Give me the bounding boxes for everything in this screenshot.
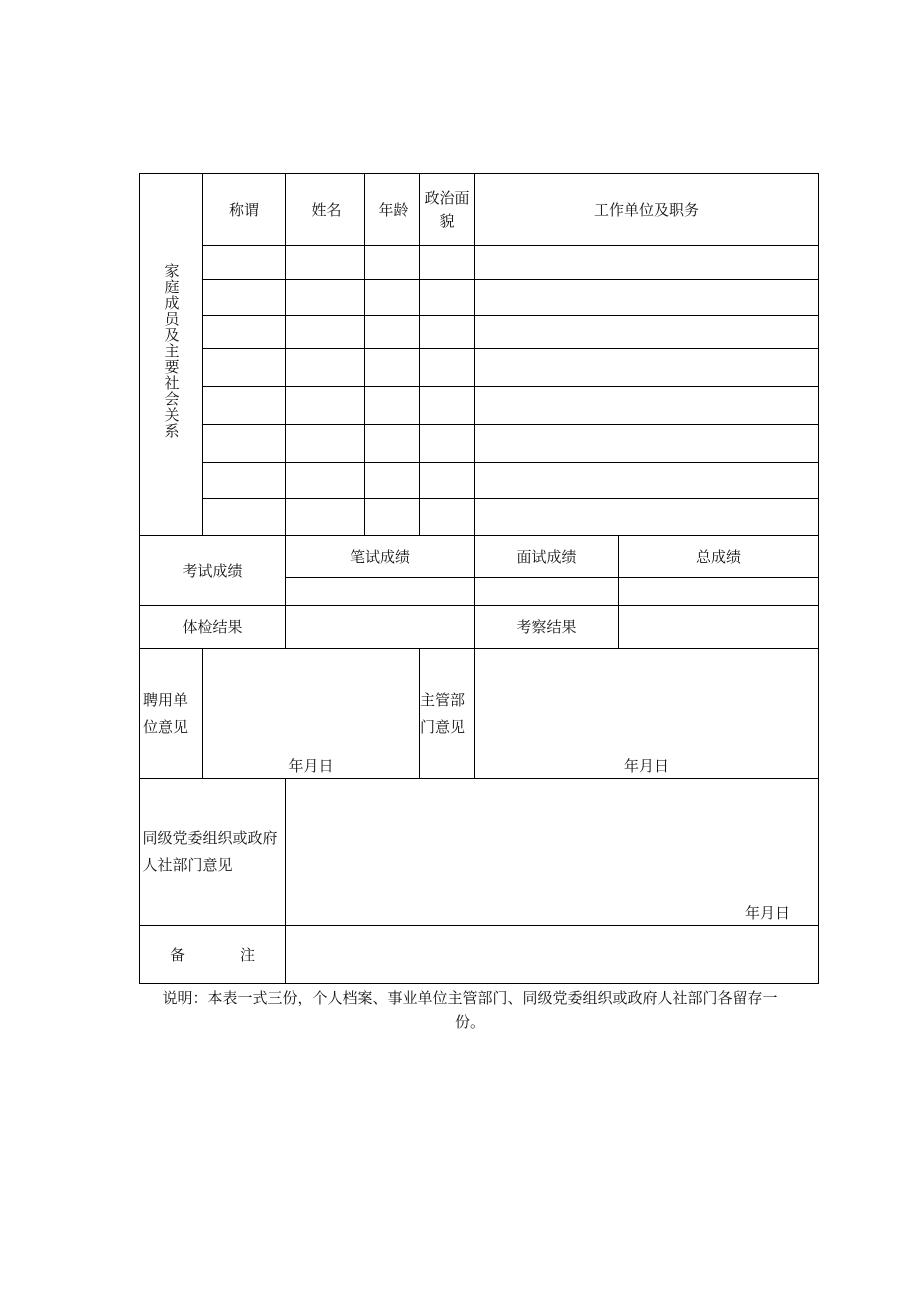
work-cell[interactable] — [475, 280, 819, 316]
remarks-label — [140, 926, 286, 984]
header-work: 工作单位及职务 — [475, 174, 819, 246]
work-cell[interactable] — [475, 316, 819, 349]
name-cell[interactable] — [286, 499, 365, 536]
employer-opinion-label — [140, 649, 203, 779]
header-name: 姓名 — [286, 174, 365, 246]
inspection-value[interactable] — [619, 606, 819, 649]
political-cell[interactable] — [420, 499, 475, 536]
family-row — [140, 246, 819, 280]
family-relations-label-cell — [140, 174, 203, 536]
interview-score-header: 面试成绩 — [475, 536, 619, 578]
employer-opinion-text: 聘用单位意见 — [143, 690, 189, 736]
remarks-label-part-2: 注 — [240, 945, 256, 964]
supervisor-opinion-text: 主管部门意见 — [420, 690, 466, 736]
interview-score-value[interactable] — [475, 578, 619, 606]
work-cell[interactable] — [475, 246, 819, 280]
age-cell[interactable] — [365, 463, 420, 499]
political-cell[interactable] — [420, 387, 475, 425]
name-cell[interactable] — [286, 316, 365, 349]
header-age: 年龄 — [365, 174, 420, 246]
written-score-value[interactable] — [286, 578, 475, 606]
employer-opinion-field[interactable] — [203, 649, 420, 779]
age-cell[interactable] — [365, 316, 420, 349]
family-relations-label: 家庭成员及主要社会关系 — [162, 263, 181, 439]
political-cell[interactable] — [420, 246, 475, 280]
total-score-value[interactable] — [619, 578, 819, 606]
age-cell[interactable] — [365, 280, 420, 316]
relation-cell[interactable] — [203, 246, 286, 280]
work-cell[interactable] — [475, 425, 819, 463]
party-opinion-field[interactable] — [286, 779, 819, 926]
employer-opinion-date: 年月日 — [288, 757, 334, 775]
family-row — [140, 425, 819, 463]
family-row — [140, 499, 819, 536]
relation-cell[interactable] — [203, 280, 286, 316]
name-cell[interactable] — [286, 349, 365, 387]
name-cell[interactable] — [286, 463, 365, 499]
supervisor-opinion-field[interactable] — [475, 649, 819, 779]
supervisor-opinion-label — [420, 649, 475, 779]
family-row — [140, 463, 819, 499]
political-cell[interactable] — [420, 349, 475, 387]
relation-cell[interactable] — [203, 463, 286, 499]
political-cell[interactable] — [420, 280, 475, 316]
name-cell[interactable] — [286, 280, 365, 316]
work-cell[interactable] — [475, 387, 819, 425]
party-opinion-label — [140, 779, 286, 926]
exam-scores-label: 考试成绩 — [140, 536, 286, 606]
work-cell[interactable] — [475, 499, 819, 536]
party-opinion-text: 同级党委组织或政府人社部门意见 — [142, 829, 278, 874]
political-cell[interactable] — [420, 463, 475, 499]
header-political: 政治面貌 — [420, 174, 475, 246]
registration-form-table — [139, 173, 819, 984]
age-cell[interactable] — [365, 499, 420, 536]
remarks-label-part-1: 备 — [169, 945, 185, 964]
age-cell[interactable] — [365, 246, 420, 280]
political-cell[interactable] — [420, 316, 475, 349]
family-row — [140, 349, 819, 387]
party-opinion-date: 年月日 — [745, 904, 791, 922]
family-row — [140, 387, 819, 425]
supervisor-opinion-date: 年月日 — [624, 757, 670, 775]
inspection-label: 考察结果 — [475, 606, 619, 649]
header-relation: 称谓 — [203, 174, 286, 246]
name-cell[interactable] — [286, 246, 365, 280]
written-score-header: 笔试成绩 — [286, 536, 475, 578]
relation-cell[interactable] — [203, 425, 286, 463]
family-row — [140, 280, 819, 316]
physical-exam-label: 体检结果 — [140, 606, 286, 649]
form-note: 说明：本表一式三份，个人档案、事业单位主管部门、同级党委组织或政府人社部门各留存一份。 — [162, 989, 778, 1031]
total-score-header: 总成绩 — [619, 536, 819, 578]
political-cell[interactable] — [420, 425, 475, 463]
work-cell[interactable] — [475, 349, 819, 387]
age-cell[interactable] — [365, 425, 420, 463]
relation-cell[interactable] — [203, 316, 286, 349]
relation-cell[interactable] — [203, 349, 286, 387]
relation-cell[interactable] — [203, 499, 286, 536]
remarks-field[interactable] — [286, 926, 819, 984]
age-cell[interactable] — [365, 349, 420, 387]
family-row — [140, 316, 819, 349]
age-cell[interactable] — [365, 387, 420, 425]
physical-exam-value[interactable] — [286, 606, 475, 649]
name-cell[interactable] — [286, 425, 365, 463]
relation-cell[interactable] — [203, 387, 286, 425]
work-cell[interactable] — [475, 463, 819, 499]
name-cell[interactable] — [286, 387, 365, 425]
